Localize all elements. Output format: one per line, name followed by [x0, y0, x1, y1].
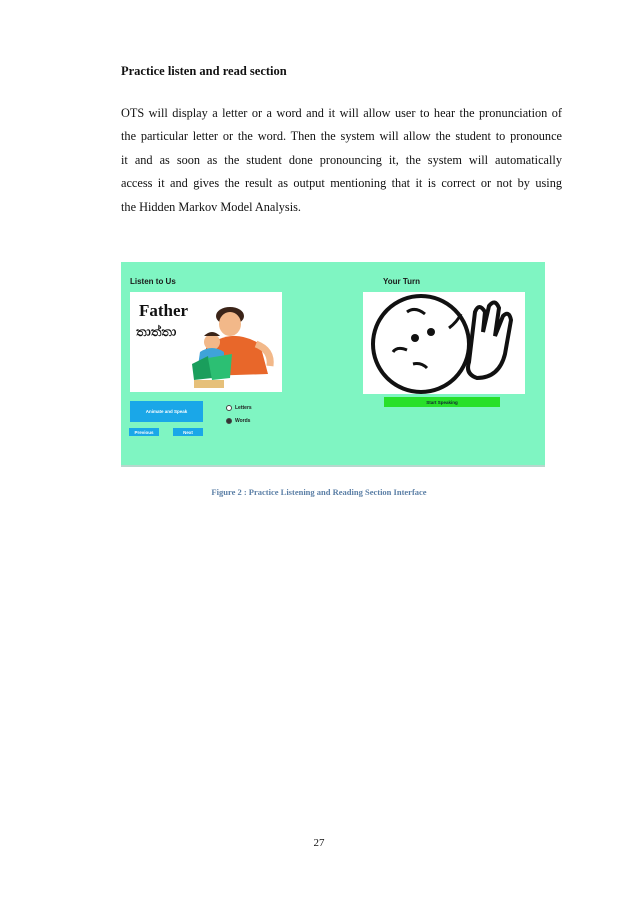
radio-words[interactable]	[226, 418, 250, 424]
radio-label-letters: Letters	[235, 405, 252, 411]
radio-label-words: Words	[235, 418, 251, 424]
figure-caption: Figure 2 : Practice Listening and Reading Section Interface	[211, 487, 427, 497]
father-illustration	[130, 292, 282, 392]
radio-button-selected[interactable]	[226, 418, 232, 424]
start-speaking-button[interactable]: Start Speaking	[384, 397, 500, 407]
section-heading: Practice listen and read section	[121, 64, 287, 78]
turn-title: Your Turn	[383, 277, 421, 286]
previous-button[interactable]: Previous	[129, 428, 159, 436]
animate-and-speak-button[interactable]: Animate and Speak	[130, 401, 203, 422]
paragraph-line: it and as soon as the student done pronouncing it, the system will automatically	[121, 152, 562, 167]
radio-letters[interactable]	[226, 405, 252, 411]
paragraph-line: the Hidden Markov Model Analysis.	[121, 199, 301, 214]
paragraph-line: access it and gives the result as output mentioning that it is correct or not by using	[121, 176, 562, 191]
page-number: 27	[313, 837, 325, 849]
figure-bottom-border	[121, 465, 545, 467]
thinking-face-illustration	[363, 292, 525, 394]
paragraph-line: the particular letter or the word. Then the system will allow the student to pronounce	[121, 129, 562, 144]
word-sinhala: තාත්තා	[136, 324, 177, 339]
paragraph-line: OTS will display a letter or a word and it will allow user to hear the pronunciation of	[121, 106, 562, 120]
father-child-drawing	[186, 304, 282, 392]
app-screenshot-figure	[121, 262, 545, 467]
word-english: Father	[139, 301, 189, 320]
listen-title: Listen to Us	[130, 277, 176, 286]
radio-button[interactable]	[226, 405, 232, 411]
next-button[interactable]: Next	[173, 428, 203, 436]
thinking-face-drawing	[363, 292, 525, 394]
section-paragraph	[121, 102, 562, 219]
